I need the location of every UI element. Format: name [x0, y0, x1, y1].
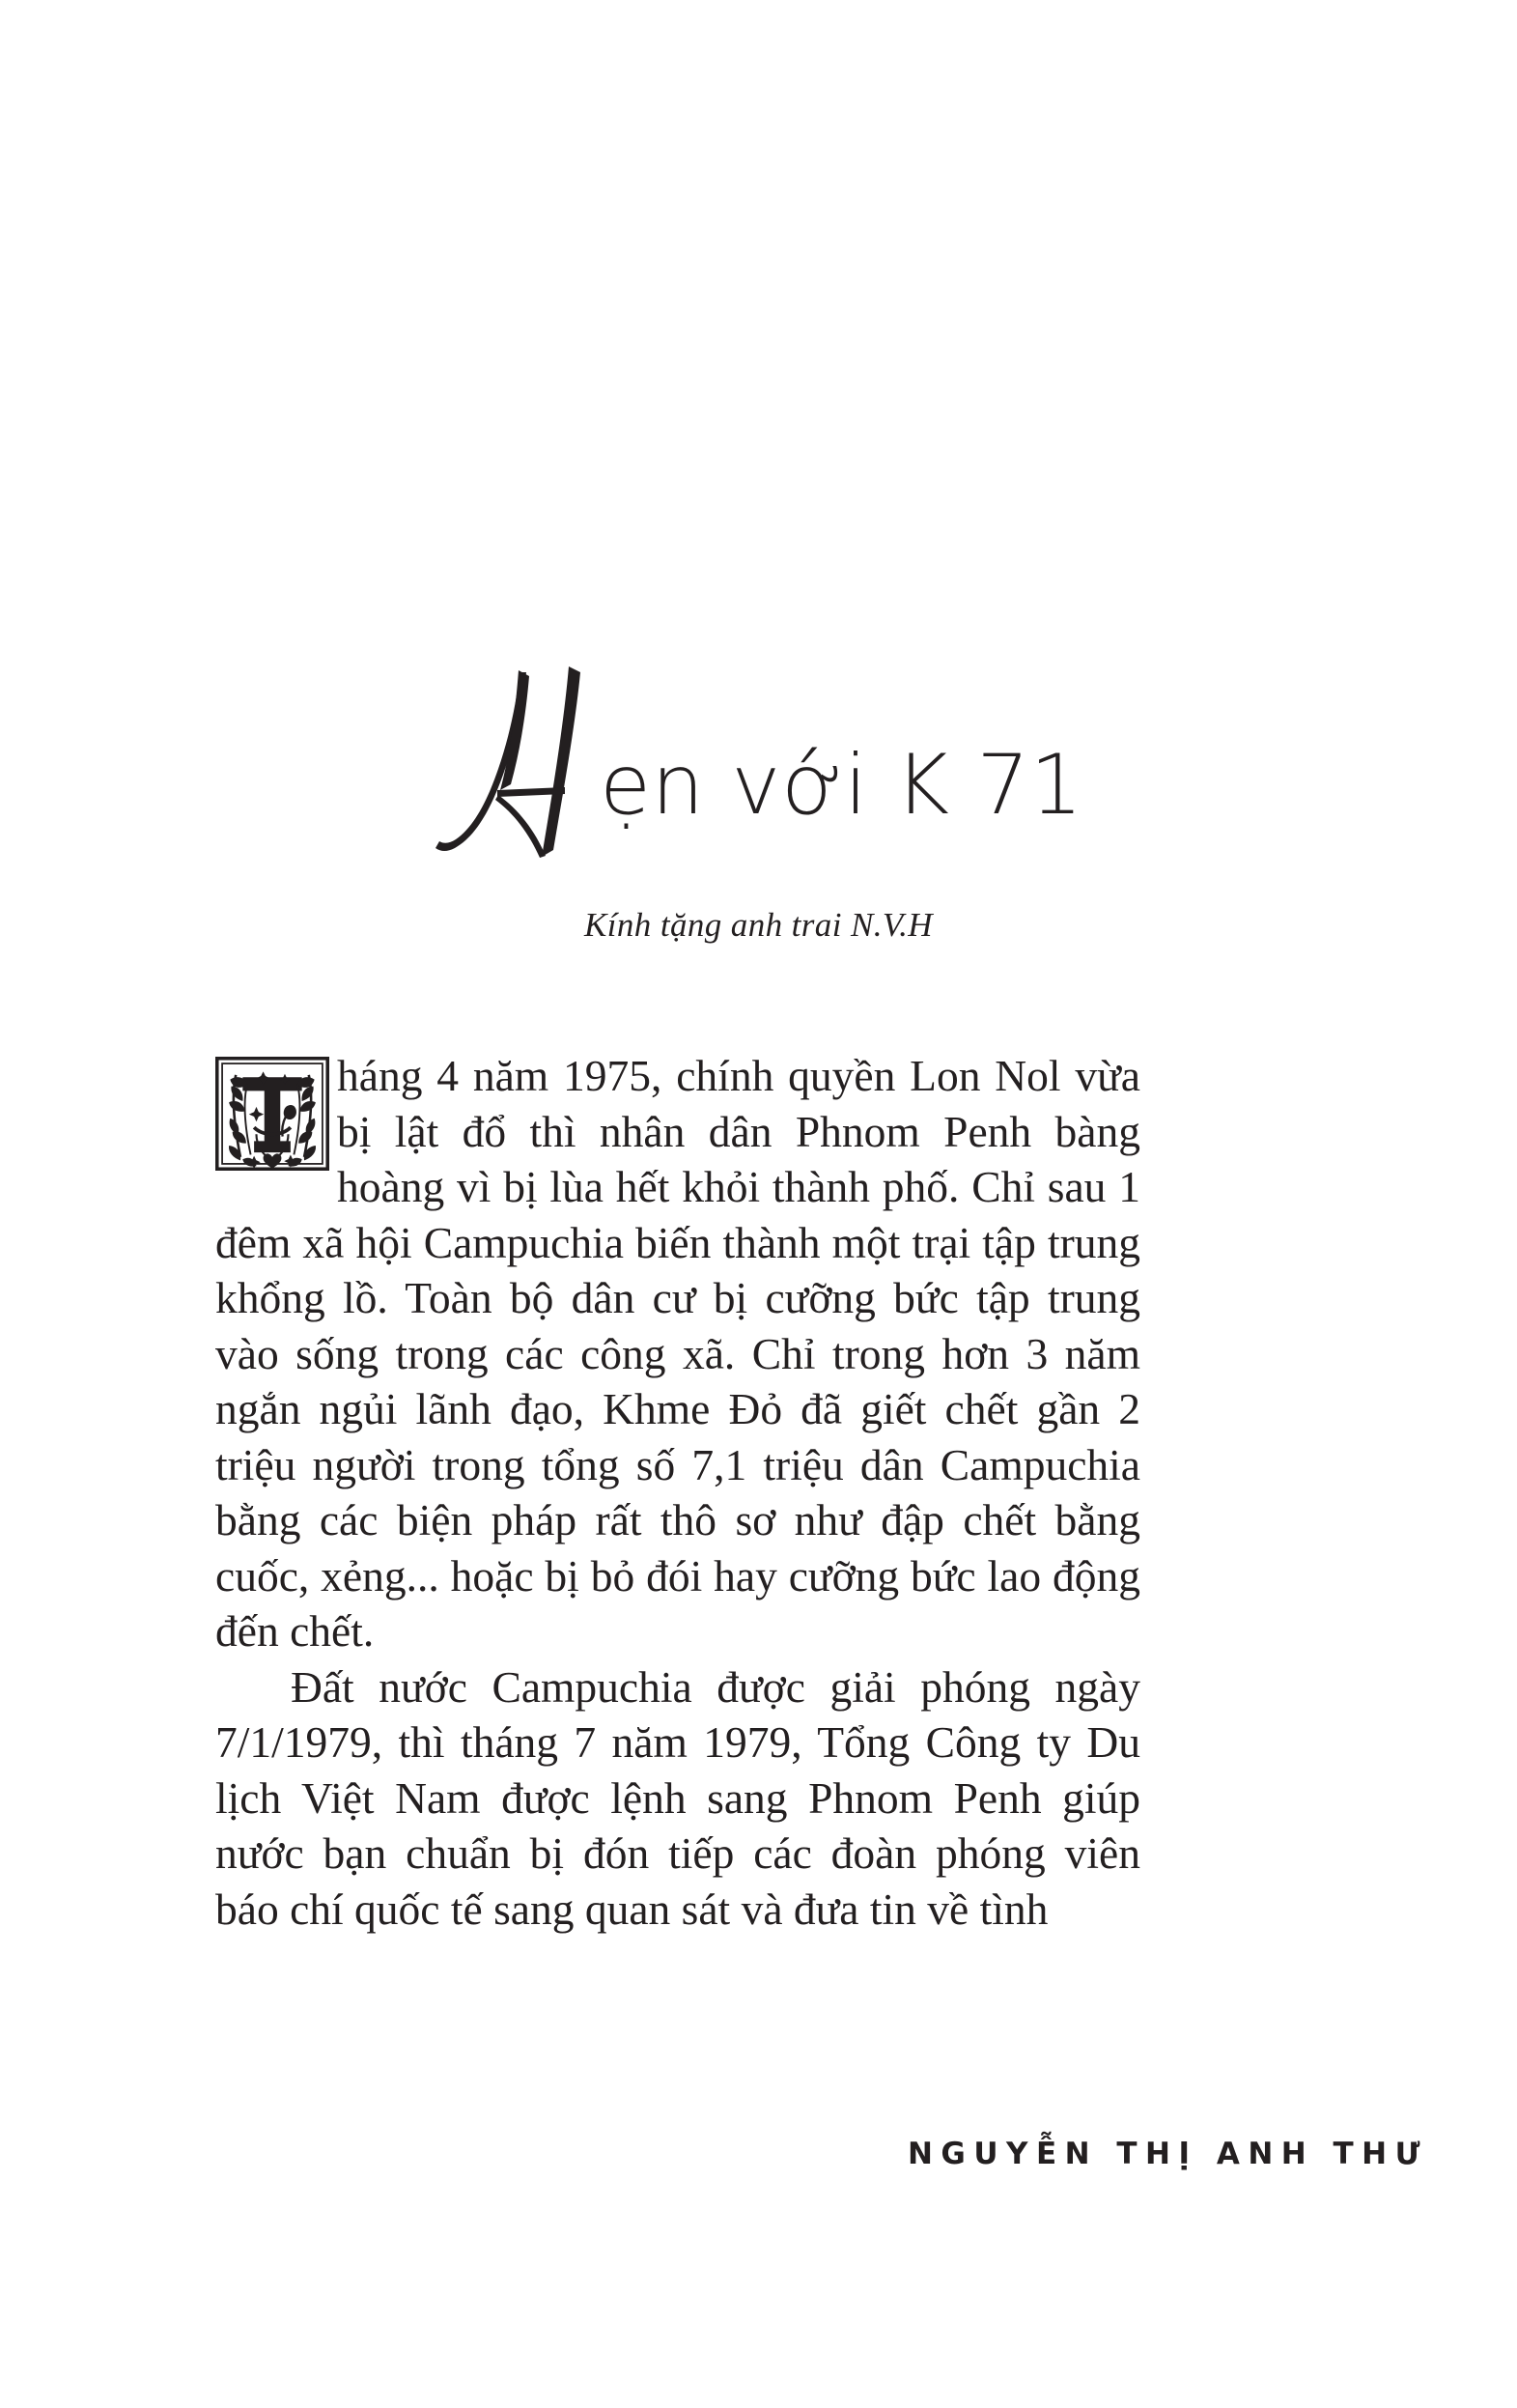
chapter-title-block: [0, 666, 1517, 864]
running-foot-author: NGUYỄN THỊ ANH THƯ: [907, 2137, 1428, 2171]
paragraph-1-text: háng 4 năm 1975, chính quyền Lon Nol vừa bị lật đổ thì nhân dân Phnom Penh bàng hoàng vì bị lùa hết khỏi thành phố. Chỉ sau 1 đêm xã hội Campuchia biến thành một trại tập trung khổng lồ. Toàn bộ dân cư bị cưỡng bức tập trung vào sống trong các công xã. Chỉ trong hơn 3 năm ngắn ngủi lãnh đạo, Khme Đỏ đã giết chết gần 2 triệu người trong tổng số 7,1 triệu dân Campuchia bằng các biện pháp rất thô sơ như đập chết bằng cuốc, xẻng... hoặc bị bỏ đói hay cưỡng bức lao động đến chết.: [215, 1051, 1140, 1656]
paragraph-2-text: Đất nước Campuchia được giải phóng ngày 7/1/1979, thì tháng 7 năm 1979, Tổng Công ty Du lịch Việt Nam được lệnh sang Phnom Penh giúp nước bạn chuẩn bị đón tiếp các đoàn phóng viên báo chí quốc tế sang quan sát và đưa tin về tình: [215, 1661, 1140, 1934]
page-title: [434, 666, 1083, 838]
body-text-block: [215, 1048, 1140, 1937]
paragraph-2: [215, 1659, 1140, 1938]
chapter-title-text: ẹn với K 71: [600, 737, 1083, 834]
paragraph-1: [215, 1048, 1140, 1659]
calligraphic-h-initial-icon: [434, 666, 605, 860]
dedication-line: Kính tặng anh trai N.V.H: [584, 906, 933, 944]
illuminated-drop-cap-t-icon: [215, 1057, 329, 1171]
